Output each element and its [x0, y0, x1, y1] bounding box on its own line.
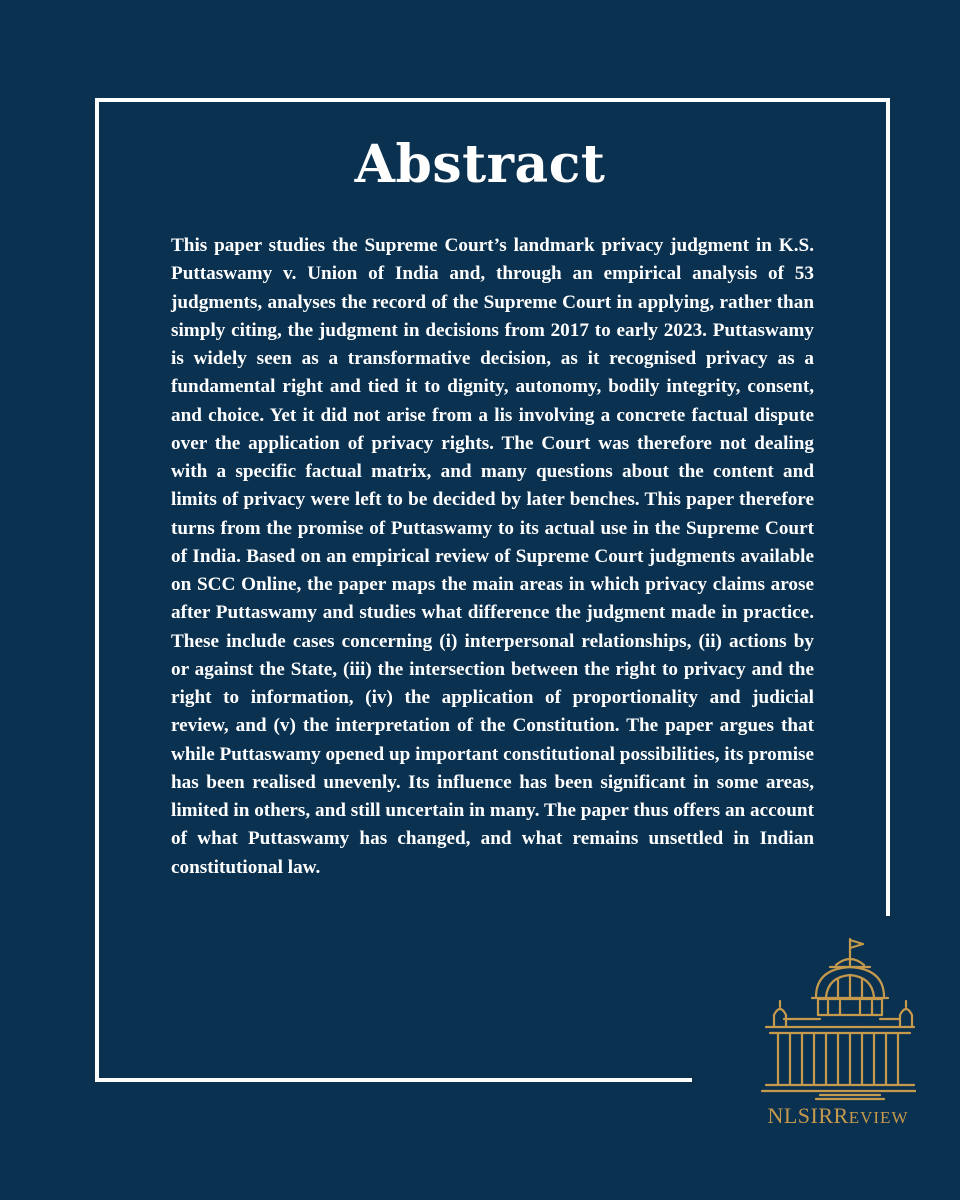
page-title: Abstract — [354, 134, 606, 195]
logo-wordmark — [748, 1103, 928, 1129]
abstract-text: This paper studies the Supreme Court’s landmark privacy judgment in K.S. Puttaswamy v. Union of India and, through an empirical analysis of 53 judgments, analyses the record of the Supreme Court in applying, rather than simply citing, the judgment in decisions from 2017 to early 2023. Puttaswamy is widely seen as a transformative decision, as it recognised privacy as a fundamental right and tied it to dignity, autonomy, bodily integrity, consent, and choice. Yet it did not arise from a lis involving a concrete factual dispute over the application of privacy rights. The Court was therefore not dealing with a specific factual matrix, and many questions about the content and limits of privacy were left to be decided by later benches. This paper therefore turns from the promise of Puttaswamy to its actual use in the Supreme Court of India. Based on an empirical review of Supreme Court judgments available on SCC Online, the paper maps the main areas in which privacy claims arose after Puttaswamy and studies what difference the judgment made in practice. These include cases concerning (i) interpersonal relationships, (ii) actions by or against the State, (iii) the intersection between the right to privacy and the right to information, (iv) the application of proportionality and judicial review, and (v) the interpretation of the Constitution. The paper argues that while Puttaswamy opened up important constitutional possibilities, its promise has been realised unevenly. Its influence has been significant in some areas, limited in others, and still uncertain in many. The paper thus offers an account of what Puttaswamy has changed, and what remains unsettled in Indian constitutional law. — [171, 235, 815, 878]
frame-bottom-border — [95, 1078, 692, 1082]
logo-text-main: NLSIR — [767, 1103, 834, 1128]
frame-top-border — [95, 98, 890, 102]
building-dome-icon — [760, 935, 916, 1107]
logo-text-small: EVIEW — [848, 1108, 909, 1127]
nlsir-review-logo — [748, 935, 928, 1135]
logo-text-r: R — [833, 1103, 849, 1128]
frame-right-border — [886, 98, 890, 916]
frame-left-border — [95, 98, 99, 1082]
